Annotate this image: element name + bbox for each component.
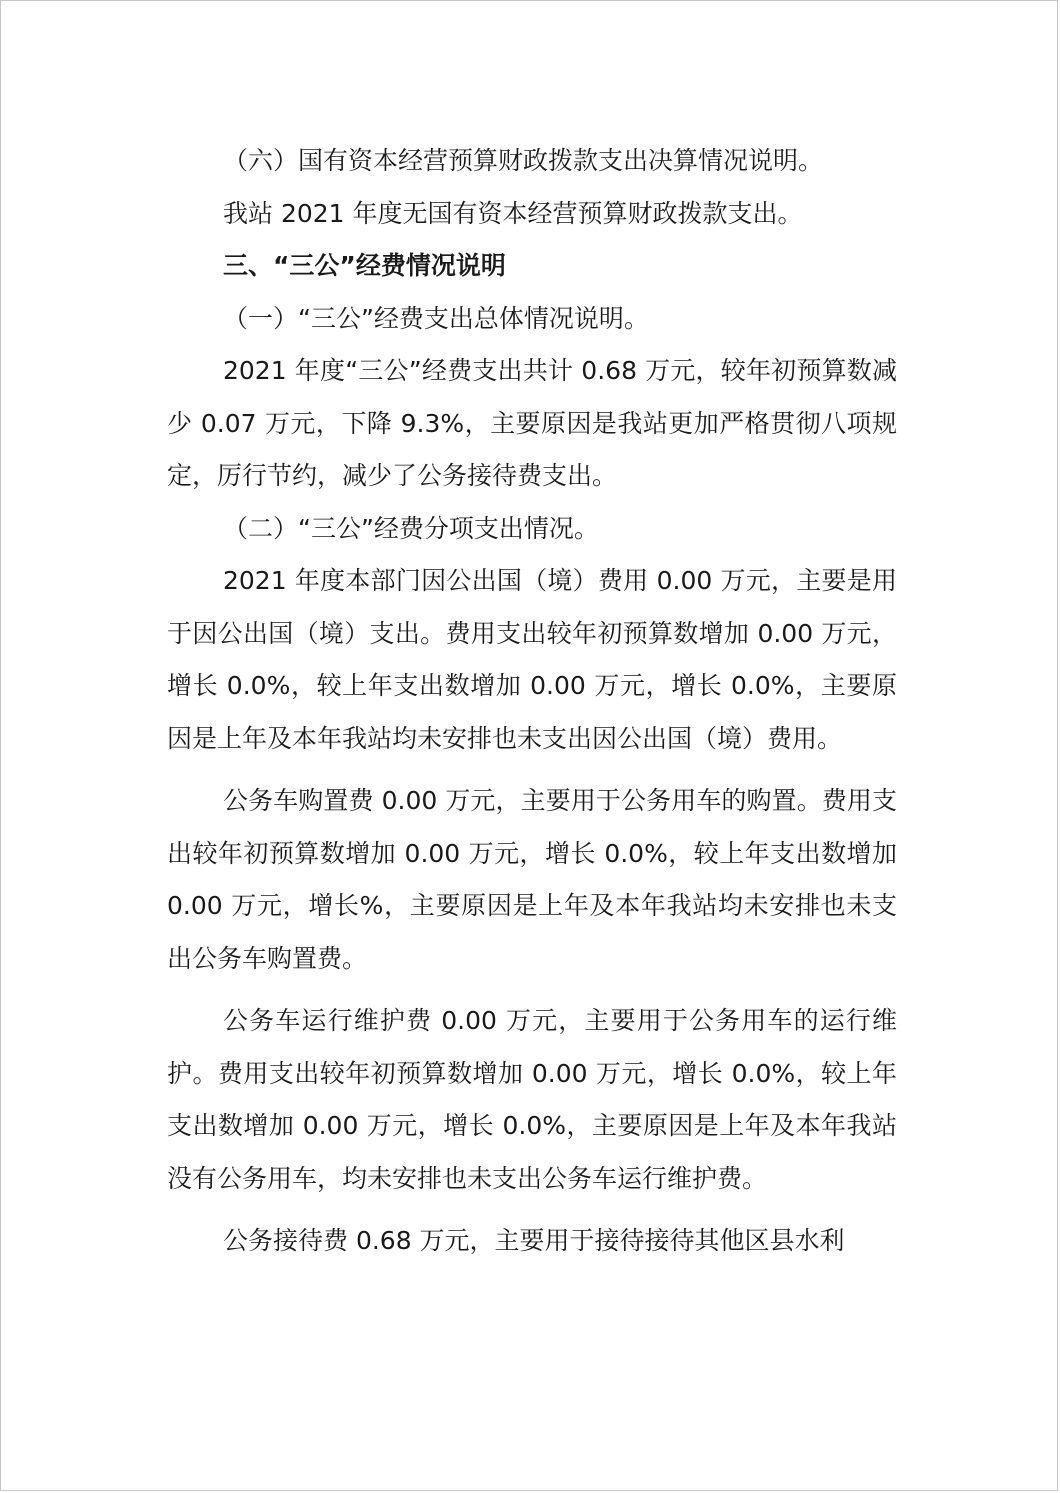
section-subheading-2: （二）“三公”经费分项支出情况。: [223, 513, 599, 543]
body-paragraph: 我站 2021 年度无国有资本经营预算财政拨款支出。: [223, 198, 803, 228]
section-subheading-1: （一）“三公”经费支出总体情况说明。: [223, 303, 649, 333]
section-subheading-6: （六）国有资本经营预算财政拨款支出决算情况说明。: [223, 146, 824, 175]
body-paragraph: 2021 年度本部门因公出国（境）费用 0.00 万元，主要是用于因公出国（境）支出。费用支出较年初预算数增加 0.00 万元，增长 0.0%，较上年支出数增加 0.00 万元，增长 0.0%，主要原因是上年及本年我站均未安排也未支出因公出国（境）费用。: [167, 566, 897, 753]
body-paragraph: 公务接待费 0.68 万元，主要用于接待接待其他区县水利: [223, 1226, 845, 1255]
section-heading-3: 三、“三公”经费情况说明: [223, 251, 506, 280]
body-paragraph: 公务车购置费 0.00 万元，主要用于公务用车的购置。费用支出较年初预算数增加 0.00 万元，增长 0.0%，较上年支出数增加 0.00 万元，增长%，主要原因是上年及本年我站均未安排也未支出公务车购置费。: [167, 786, 897, 973]
body-paragraph: 公务车运行维护费 0.00 万元，主要用于公务用车的运行维护。费用支出较年初预算数增加 0.00 万元，增长 0.0%，较上年支出数增加 0.00 万元，增长 0.0%，主要原因是上年及本年我站没有公务用车，均未安排也未支出公务车运行维护费。: [167, 1006, 897, 1193]
body-paragraph: 2021 年度“三公”经费支出共计 0.68 万元，较年初预算数减少 0.07 万元，下降 9.3%，主要原因是我站更加严格贯彻八项规定，厉行节约，减少了公务接待费支出。: [167, 356, 897, 490]
document-body: [167, 135, 897, 1268]
